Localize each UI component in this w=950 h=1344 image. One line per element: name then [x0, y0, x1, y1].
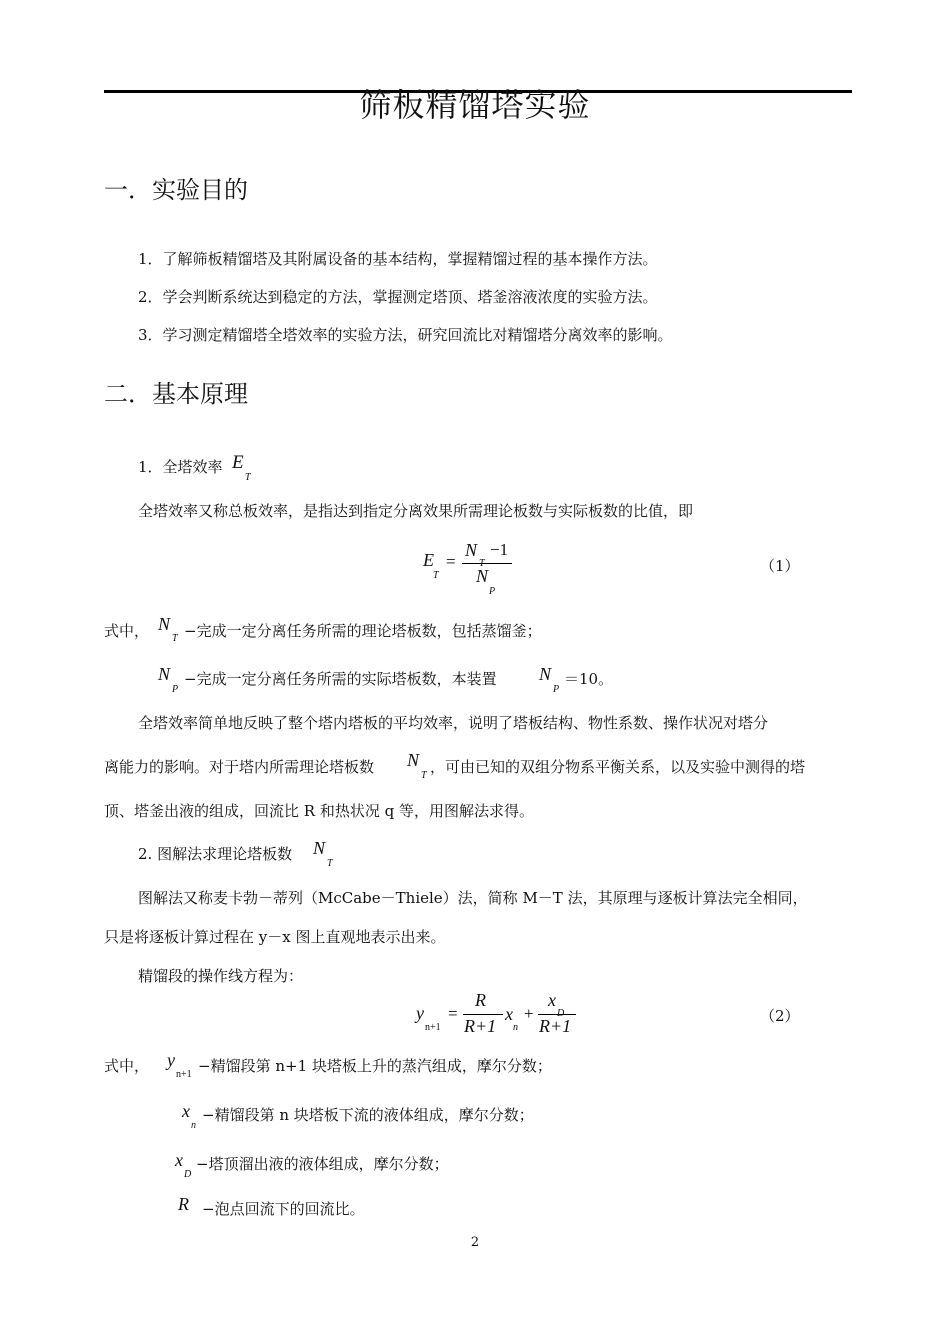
- objective-item: 3．学习测定精馏塔全塔效率的实验方法，研究回流比对精馏塔分离效率的影响。: [138, 326, 673, 344]
- subsection-title-efficiency: [138, 456, 223, 477]
- page-title: 筛板精馏塔实验: [359, 86, 591, 124]
- symbol-r: R: [178, 1194, 189, 1214]
- eq1-lhs: E: [423, 550, 434, 570]
- fraction-bar: [462, 563, 512, 564]
- paragraph-line: 只是将逐板计算过程在 y－x 图上直观地表示出来。: [104, 928, 446, 946]
- paragraph-line: 图解法又称麦卡勃－蒂列（McCabe－Thiele）法，简称 M－T 法，其原理与逐板计算法完全相同，: [138, 889, 808, 907]
- equation-number: （1）: [760, 557, 800, 575]
- paragraph-line: 顶、塔釜出液的组成，回流比 R 和热状况 q 等，用图解法求得。: [104, 802, 534, 820]
- definition-text: −精馏段第 n+1 块塔板上升的蒸汽组成，摩尔分数；: [198, 1057, 552, 1075]
- eq1-num-rest: −1: [490, 540, 509, 559]
- where-lead: 式中，: [104, 622, 150, 640]
- subscript: n: [191, 1120, 196, 1131]
- symbol-np: N: [539, 664, 552, 684]
- eq2-plus: +: [524, 1004, 534, 1023]
- where-lead: 式中，: [104, 1057, 150, 1075]
- equation-number: （2）: [760, 1007, 800, 1025]
- eq1-equals: =: [446, 552, 456, 571]
- eq1-num: N: [465, 540, 478, 560]
- eq1-lhs-sub: T: [433, 570, 439, 581]
- symbol-nt: N: [407, 750, 420, 770]
- fraction-bar: [538, 1014, 576, 1015]
- eq2-equals: =: [448, 1004, 458, 1023]
- definition-text: −完成一定分离任务所需的理论塔板数，包括蒸馏釜；: [184, 622, 542, 640]
- definition-text: −精馏段第 n 块塔板下流的液体组成，摩尔分数；: [202, 1106, 534, 1124]
- subscript: D: [184, 1169, 192, 1180]
- paragraph-line: 离能力的影响。对于塔内所需理论塔板数: [104, 758, 375, 776]
- eq2-den1: R+1: [464, 1016, 497, 1036]
- subsection-title-graphical: 2. 图解法求理论塔板数: [138, 845, 293, 863]
- paragraph-line: ，可由已知的双组分物系平衡关系，以及实验中测得的塔: [430, 758, 806, 776]
- definition-text: −完成一定分离任务所需的实际塔板数，本装置: [184, 670, 497, 688]
- symbol-nt: N: [313, 838, 326, 858]
- symbol-np: N: [158, 664, 171, 684]
- subscript: T: [421, 770, 427, 781]
- eq2-num1: R: [475, 990, 486, 1010]
- subscript: T: [172, 633, 178, 644]
- symbol-nt: N: [158, 614, 171, 634]
- objective-item: 2．学会判断系统达到稳定的方法，掌握测定塔顶、塔釜溶液浓度的实验方法。: [138, 288, 658, 306]
- eq2-num2-sub: D: [557, 1008, 565, 1019]
- subscript: T: [327, 858, 333, 869]
- objective-item: 1．了解筛板精馏塔及其附属设备的基本结构，掌握精馏过程的基本操作方法。: [138, 250, 658, 268]
- eq2-lhs: y: [416, 1003, 424, 1023]
- section-heading-principles: 二．基本原理: [104, 380, 248, 408]
- eq2-den2: R+1: [539, 1016, 572, 1036]
- subsection-label: 1．全塔效率: [138, 458, 223, 476]
- eq2-x-sub: n: [513, 1022, 518, 1033]
- subscript: P: [172, 684, 179, 695]
- definition-text: ＝10。: [564, 670, 614, 688]
- definition-text: −泡点回流下的回流比。: [202, 1200, 365, 1218]
- eq2-x: x: [505, 1004, 513, 1024]
- fraction-bar: [463, 1014, 503, 1015]
- eq1-den: N: [476, 566, 489, 586]
- eq2-num2: x: [548, 990, 556, 1010]
- symbol-y: y: [167, 1050, 175, 1070]
- definition-text: −塔顶溜出液的液体组成，摩尔分数；: [196, 1155, 449, 1173]
- eq1-den-sub: P: [489, 586, 496, 597]
- symbol-x: x: [182, 1101, 190, 1121]
- paragraph-text: 全塔效率又称总板效率，是指达到指定分离效果所需理论板数与实际板数的比值，即: [138, 502, 694, 520]
- subscript: P: [553, 684, 560, 695]
- eq2-lhs-sub: n+1: [425, 1022, 441, 1033]
- symbol-e: E: [232, 452, 244, 473]
- section-heading-objectives: 一．实验目的: [104, 176, 248, 204]
- subscript: n+1: [176, 1069, 192, 1080]
- paragraph-line: 全塔效率简单地反映了整个塔内塔板的平均效率，说明了塔板结构、物性系数、操作状况对塔分: [138, 714, 769, 732]
- eq1-num-sub: T: [479, 558, 485, 569]
- symbol-x: x: [175, 1150, 183, 1170]
- page-number: 2: [470, 1235, 480, 1250]
- subscript: T: [245, 472, 251, 483]
- paragraph-line: 精馏段的操作线方程为：: [138, 967, 304, 985]
